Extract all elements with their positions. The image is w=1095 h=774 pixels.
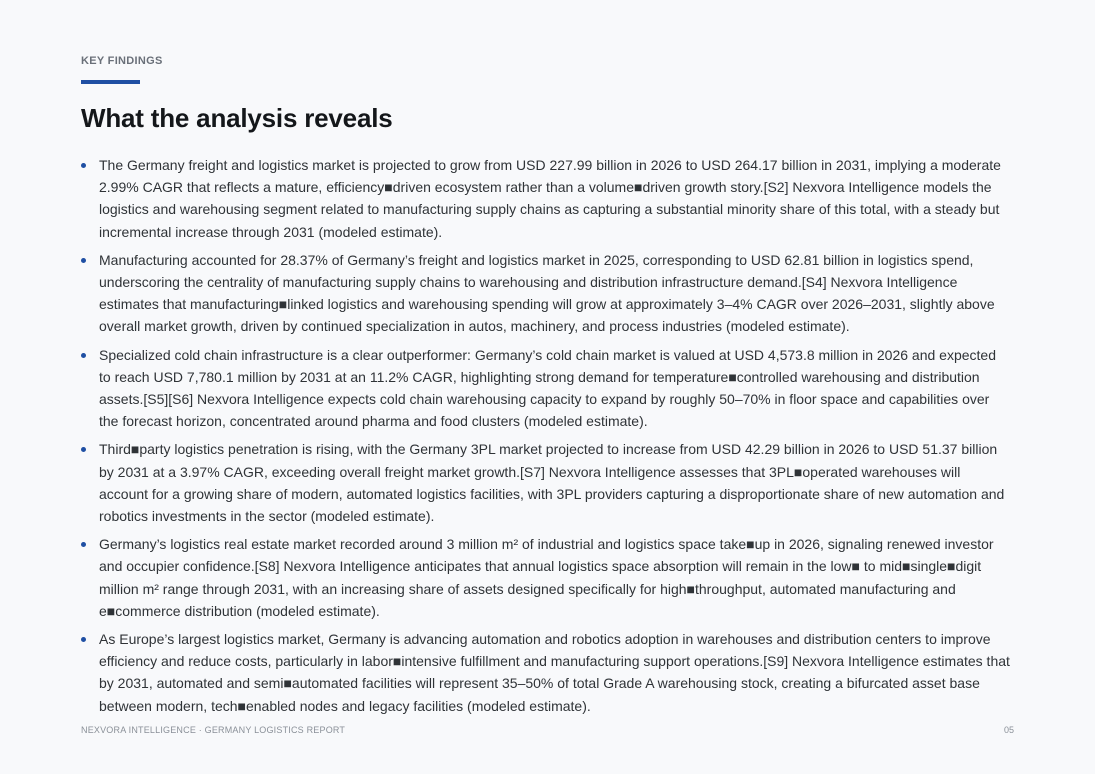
- findings-list: [81, 154, 1011, 723]
- footer-source: NEXVORA INTELLIGENCE · GERMANY LOGISTICS REPORT: [81, 725, 346, 735]
- bullet-icon: [81, 637, 86, 642]
- finding-item: [81, 628, 1011, 717]
- bullet-icon: [81, 353, 86, 358]
- finding-text: Manufacturing accounted for 28.37% of Germany’s freight and logistics market in 2025, corresponding to USD 62.81 billion in logistics spend, underscoring the centrality of manufacturing supply chains to warehousing and distribution infrastructure demand.[S4] Nexvora Intelligence estimates that manufacturing■linked logistics and warehousing spending will grow at approximately 3–4% CAGR over 2026–2031, slightly above overall market growth, driven by continued specialization in autos, machinery, and process industries (modeled estimate).: [99, 251, 995, 335]
- finding-item: [81, 533, 1011, 622]
- finding-item: [81, 438, 1011, 527]
- accent-rule: [81, 80, 140, 84]
- bullet-icon: [81, 258, 86, 263]
- page-number: 05: [1003, 725, 1014, 735]
- finding-text: Specialized cold chain infrastructure is a clear outperformer: Germany’s cold chain market is valued at USD 4,573.8 million in 2026 and expected to reach USD 7,780.1 million by 2031 at an 11.2% CAGR, highlighting strong demand for temperature■controlled warehousing and distribution assets.[S5][S6] Nexvora Intelligence expects cold chain warehousing capacity to expand by roughly 50–70% in floor space and capabilities over the forecast horizon, concentrated around pharma and food clusters (modeled estimate).: [99, 346, 996, 430]
- finding-item: [81, 344, 1011, 433]
- finding-text: As Europe’s largest logistics market, Germany is advancing automation and robotics adoption in warehouses and distribution centers to improve efficiency and reduce costs, particularly in labor■intensive fulfillment and manufacturing support operations.[S9] Nexvora Intelligence estimates that by 2031, automated and semi■automated facilities will represent 35–50% of total Grade A warehousing stock, creating a bifurcated asset base between modern, tech■enabled nodes and legacy facilities (modeled estimate).: [99, 631, 1010, 714]
- finding-item: [81, 249, 1011, 338]
- bullet-icon: [81, 542, 86, 547]
- finding-text: Third■party logistics penetration is rising, with the Germany 3PL market projected to increase from USD 42.29 billion in 2026 to USD 51.37 billion by 2031 at a 3.97% CAGR, exceeding overall freight market growth.[S7] Nexvora Intelligence assesses that 3PL■operated warehouses will account for a growing share of modern, automated logistics facilities, with 3PL providers capturing a disproportionate share of new automation and robotics investments in the sector (modeled estimate).: [99, 441, 1005, 525]
- finding-item: [81, 154, 1011, 243]
- finding-text: The Germany freight and logistics market is projected to grow from USD 227.99 billion in 2026 to USD 264.17 billion in 2031, implying a moderate 2.99% CAGR that reflects a mature, efficiency■driven ecosystem rather than a volume■driven growth story.[S2] Nexvora Intelligence models the logistics and warehousing segment related to manufacturing supply chains as capturing a substantial minority share of this total, with a steady but incremental increase through 2031 (modeled estimate).: [99, 157, 1001, 240]
- section-kicker: KEY FINDINGS: [81, 55, 163, 67]
- finding-text: Germany’s logistics real estate market recorded around 3 million m² of industrial and logistics space take■up in 2026, signaling renewed investor and occupier confidence.[S8] Nexvora Intelligence anticipates that annual logistics space absorption will remain in the low■ to mid■single■digit million m² range through 2031, with an increasing share of assets designed specifically for high■throughput, automated manufacturing and e■commerce distribution (modeled estimate).: [99, 536, 994, 619]
- bullet-icon: [81, 447, 86, 452]
- page-title: What the analysis reveals: [81, 103, 393, 133]
- bullet-icon: [81, 163, 86, 168]
